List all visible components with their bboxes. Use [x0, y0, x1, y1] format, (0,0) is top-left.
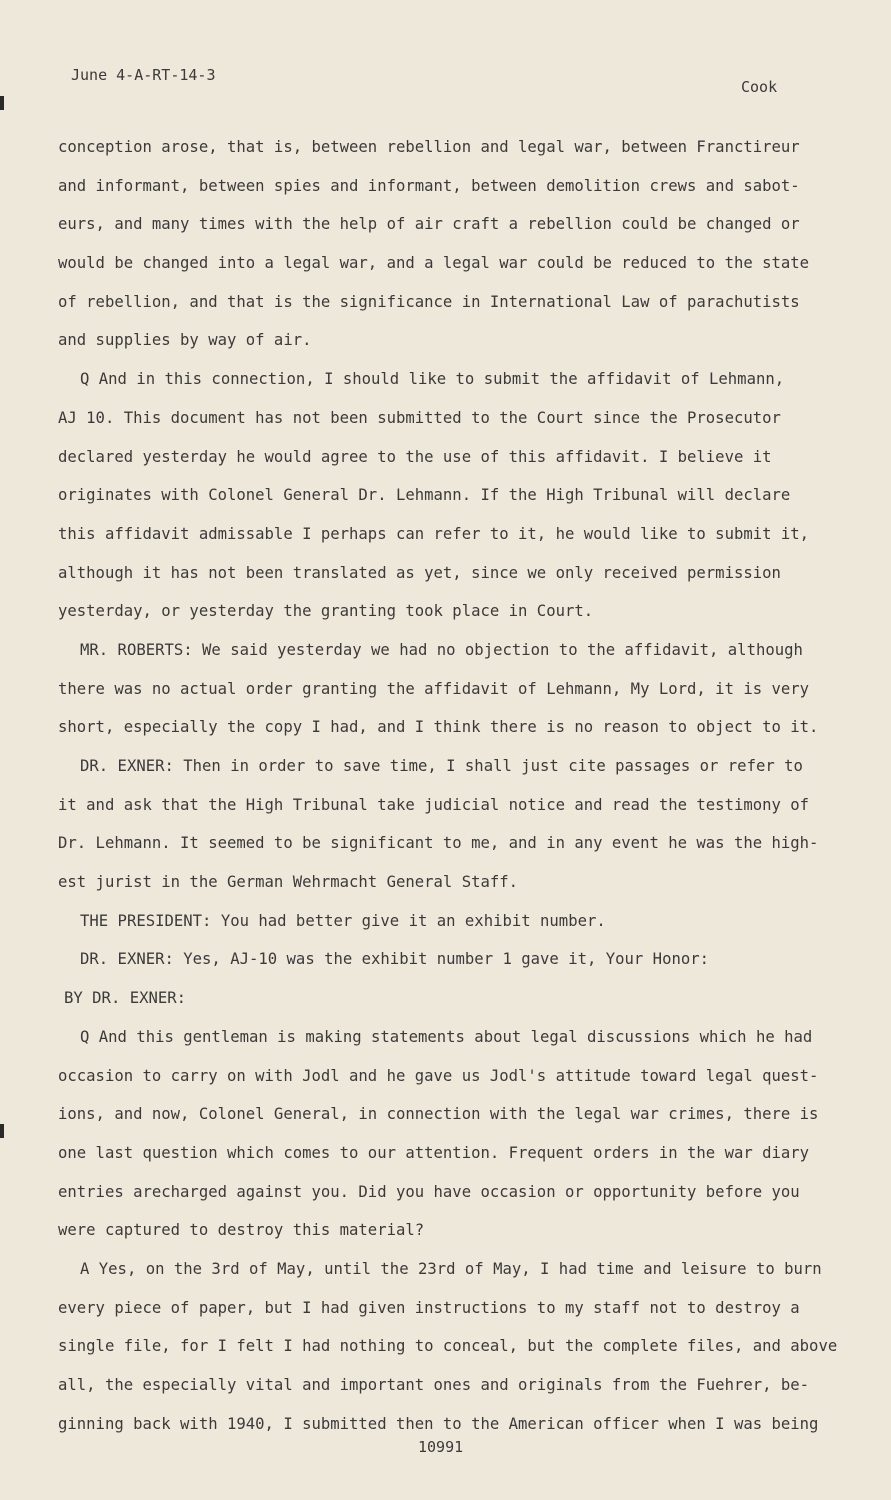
stenographer-name: Cook: [741, 78, 778, 96]
page-number: 10991: [418, 1438, 464, 1456]
text-line: entries arecharged against you. Did you have occasion or opportunity before you: [58, 1182, 800, 1201]
text-line: AJ 10. This document has not been submitted to the Court since the Prosecutor: [58, 408, 781, 427]
text-line: although it has not been translated as yet, since we only received permission: [58, 563, 781, 582]
text-line: single file, for I felt I had nothing to conceal, but the complete files, and above: [58, 1337, 838, 1356]
text-line: Q And in this connection, I should like to submit the affidavit of Lehmann,: [80, 370, 785, 389]
text-line: conception arose, that is, between rebellion and legal war, between Franctireur: [58, 138, 800, 156]
binding-mark: [0, 96, 4, 110]
text-line: declared yesterday he would agree to the use of this affidavit. I believe it: [58, 447, 772, 466]
text-line: eurs, and many times with the help of air craft a rebellion could be changed or: [58, 215, 800, 234]
text-line: BY DR. EXNER:: [64, 989, 187, 1008]
text-line: would be changed into a legal war, and a legal war could be reduced to the state: [58, 254, 810, 273]
text-line: of rebellion, and that is the significance in International Law of parachutists: [58, 292, 800, 311]
text-line: THE PRESIDENT: You had better give it an exhibit number.: [80, 911, 606, 930]
text-line: this affidavit admissable I perhaps can refer to it, he would like to submit it,: [58, 524, 810, 543]
text-line: DR. EXNER: Then in order to save time, I shall just cite passages or refer to: [80, 757, 803, 775]
text-line: short, especially the copy I had, and I think there is no reason to object to it.: [58, 718, 819, 737]
text-line: were captured to destroy this material?: [58, 1221, 425, 1240]
text-line: every piece of paper, but I had given instructions to my staff not to destroy a: [58, 1298, 800, 1317]
text-line: MR. ROBERTS: We said yesterday we had no objection to the affidavit, although: [80, 640, 803, 659]
text-line: it and ask that the High Tribunal take judicial notice and read the testimony of: [58, 795, 810, 814]
text-line: A Yes, on the 3rd of May, until the 23rd of May, I had time and leisure to burn: [80, 1259, 822, 1278]
text-line: occasion to carry on with Jodl and he gave us Jodl's attitude toward legal quest-: [58, 1066, 819, 1085]
text-line: and supplies by way of air.: [58, 331, 312, 350]
text-line: Dr. Lehmann. It seemed to be significant to me, and in any event he was the high-: [58, 834, 819, 853]
text-line: ions, and now, Colonel General, in connection with the legal war crimes, there is: [58, 1105, 819, 1124]
text-line: ginning back with 1940, I submitted then to the American officer when I was being: [58, 1414, 819, 1433]
text-line: originates with Colonel General Dr. Lehmann. If the High Tribunal will declare: [58, 486, 791, 505]
text-line: all, the especially vital and important ones and originals from the Fuehrer, be-: [58, 1376, 810, 1394]
text-line: est jurist in the German Wehrmacht General Staff.: [58, 873, 519, 892]
text-line: yesterday, or yesterday the granting took place in Court.: [58, 602, 594, 621]
text-line: one last question which comes to our attention. Frequent orders in the war diary: [58, 1143, 810, 1162]
text-line: and informant, between spies and informant, between demolition crews and sabot-: [58, 176, 800, 195]
page-reference: June 4-A-RT-14-3: [71, 66, 216, 84]
text-line: there was no actual order granting the affidavit of Lehmann, My Lord, it is very: [58, 679, 810, 698]
text-line: Q And this gentleman is making statements about legal discussions which he had: [80, 1027, 813, 1046]
binding-mark: [0, 1124, 4, 1138]
transcript-body: [58, 128, 838, 1443]
text-line: DR. EXNER: Yes, AJ-10 was the exhibit number 1 gave it, Your Honor:: [80, 950, 710, 969]
